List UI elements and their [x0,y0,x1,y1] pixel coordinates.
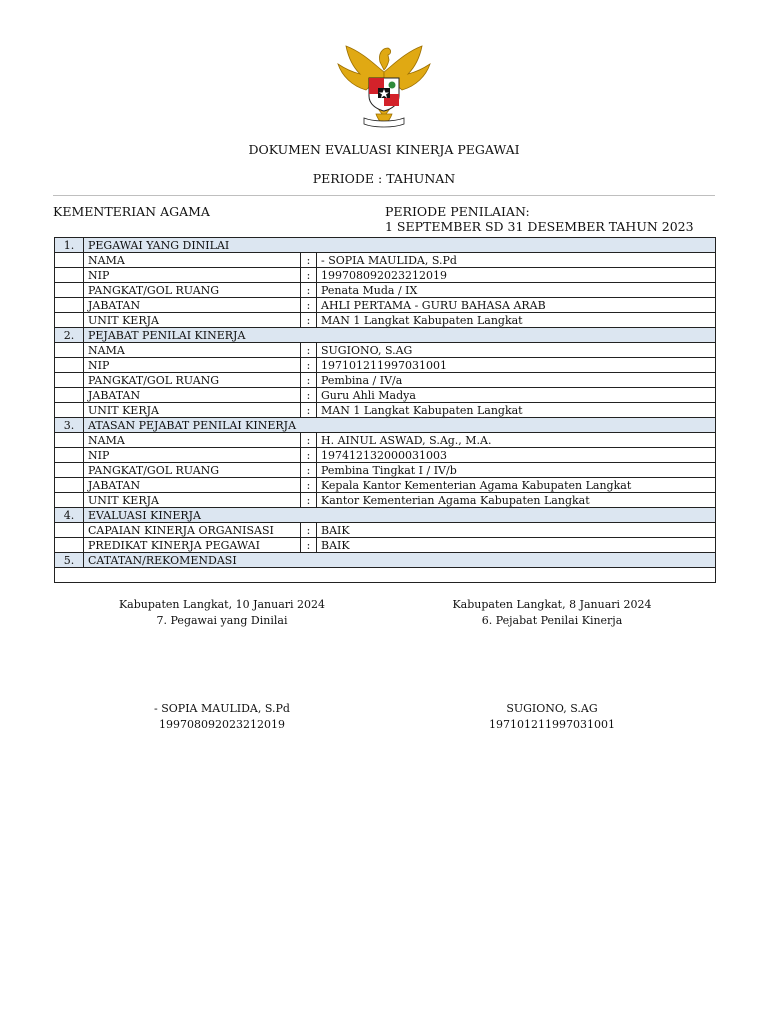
field-value: AHLI PERTAMA - GURU BAHASA ARAB [317,298,716,313]
row-spacer [55,478,84,493]
section-title: CATATAN/REKOMENDASI [84,553,716,568]
field-label: JABATAN [84,478,301,493]
field-colon: : [301,298,317,313]
table-row [55,358,716,373]
table-row [55,433,716,448]
table-row [55,283,716,298]
field-label: NIP [84,448,301,463]
assessment-period [385,204,694,234]
field-colon: : [301,493,317,508]
field-colon: : [301,448,317,463]
section-number: 2. [55,328,84,343]
field-label: UNIT KERJA [84,493,301,508]
field-value: Pembina / IV/a [317,373,716,388]
field-value: Kantor Kementerian Agama Kabupaten Langkat [317,493,716,508]
signature-block-assessor [422,597,682,629]
notes-cell [55,568,716,583]
signatory-name: - SOPIA MAULIDA, S.Pd [154,702,290,715]
section-header-row [55,418,716,433]
section-number: 1. [55,238,84,253]
field-value: 197101211997031001 [317,358,716,373]
table-row [55,268,716,283]
field-label: NIP [84,358,301,373]
field-colon: : [301,388,317,403]
field-value: H. AINUL ASWAD, S.Ag., M.A. [317,433,716,448]
evaluation-table [54,237,716,583]
section-header-row [55,553,716,568]
field-colon: : [301,253,317,268]
field-label: PANGKAT/GOL RUANG [84,463,301,478]
table-row [55,373,716,388]
signatory-nip: 199708092023212019 [159,718,285,731]
table-row [55,478,716,493]
section-header-row [55,328,716,343]
signature-place-date: Kabupaten Langkat, 8 Januari 2024 [452,598,652,611]
row-spacer [55,268,84,283]
field-colon: : [301,478,317,493]
table-row [55,298,716,313]
field-colon: : [301,433,317,448]
assessment-period-range: 1 SEPTEMBER SD 31 DESEMBER TAHUN 2023 [385,219,694,234]
row-spacer [55,403,84,418]
field-label: NIP [84,268,301,283]
header-divider [53,195,715,196]
document-period: PERIODE : TAHUNAN [312,171,456,186]
section-number: 5. [55,553,84,568]
section-number: 3. [55,418,84,433]
table-row [55,448,716,463]
row-spacer [55,343,84,358]
field-value: BAIK [317,538,716,553]
signature-name-employee [92,701,352,733]
field-colon: : [301,343,317,358]
field-colon: : [301,268,317,283]
field-label: NAMA [84,343,301,358]
field-label: CAPAIAN KINERJA ORGANISASI [84,523,301,538]
field-label: UNIT KERJA [84,403,301,418]
document-title: DOKUMEN EVALUASI KINERJA PEGAWAI [248,142,520,157]
table-row [55,493,716,508]
field-value: Guru Ahli Madya [317,388,716,403]
signature-role: 7. Pegawai yang Dinilai [156,614,288,627]
field-label: PREDIKAT KINERJA PEGAWAI [84,538,301,553]
table-row [55,523,716,538]
row-spacer [55,523,84,538]
row-spacer [55,388,84,403]
garuda-emblem-icon [334,42,434,132]
table-row [55,313,716,328]
signature-role: 6. Pejabat Penilai Kinerja [481,614,623,627]
signatory-name: SUGIONO, S.AG [506,702,598,715]
signature-place-date: Kabupaten Langkat, 10 Januari 2024 [118,598,326,611]
field-label: PANGKAT/GOL RUANG [84,283,301,298]
row-spacer [55,538,84,553]
section-title: EVALUASI KINERJA [84,508,716,523]
signature-name-assessor [422,701,682,733]
field-value: MAN 1 Langkat Kabupaten Langkat [317,313,716,328]
field-colon: : [301,313,317,328]
institution-name: KEMENTERIAN AGAMA [53,204,210,219]
table-row [55,538,716,553]
field-value: Penata Muda / IX [317,283,716,298]
field-colon: : [301,538,317,553]
row-spacer [55,298,84,313]
section-header-row [55,238,716,253]
field-value: Kepala Kantor Kementerian Agama Kabupaten Langkat [317,478,716,493]
field-colon: : [301,403,317,418]
table-row [55,343,716,358]
section-number: 4. [55,508,84,523]
field-colon: : [301,283,317,298]
field-value: SUGIONO, S.AG [317,343,716,358]
field-label: NAMA [84,433,301,448]
signatory-nip: 197101211997031001 [489,718,615,731]
field-value: 197412132000031003 [317,448,716,463]
field-colon: : [301,523,317,538]
table-row [55,403,716,418]
field-label: JABATAN [84,298,301,313]
field-label: PANGKAT/GOL RUANG [84,373,301,388]
section-title: ATASAN PEJABAT PENILAI KINERJA [84,418,716,433]
field-value: MAN 1 Langkat Kabupaten Langkat [317,403,716,418]
signature-block-employee [92,597,352,629]
row-spacer [55,433,84,448]
field-colon: : [301,463,317,478]
field-label: NAMA [84,253,301,268]
row-spacer [55,373,84,388]
table-row [55,463,716,478]
row-spacer [55,283,84,298]
row-spacer [55,358,84,373]
section-title: PEGAWAI YANG DINILAI [84,238,716,253]
row-spacer [55,253,84,268]
field-colon: : [301,358,317,373]
field-value: BAIK [317,523,716,538]
field-value: Pembina Tingkat I / IV/b [317,463,716,478]
row-spacer [55,463,84,478]
row-spacer [55,493,84,508]
section-header-row [55,508,716,523]
row-spacer [55,313,84,328]
field-value: 199708092023212019 [317,268,716,283]
table-row [55,388,716,403]
table-row [55,253,716,268]
assessment-period-label: PERIODE PENILAIAN: [385,204,530,219]
field-label: JABATAN [84,388,301,403]
empty-notes-row [55,568,716,583]
field-value: - SOPIA MAULIDA, S.Pd [317,253,716,268]
field-label: UNIT KERJA [84,313,301,328]
section-title: PEJABAT PENILAI KINERJA [84,328,716,343]
row-spacer [55,448,84,463]
field-colon: : [301,373,317,388]
